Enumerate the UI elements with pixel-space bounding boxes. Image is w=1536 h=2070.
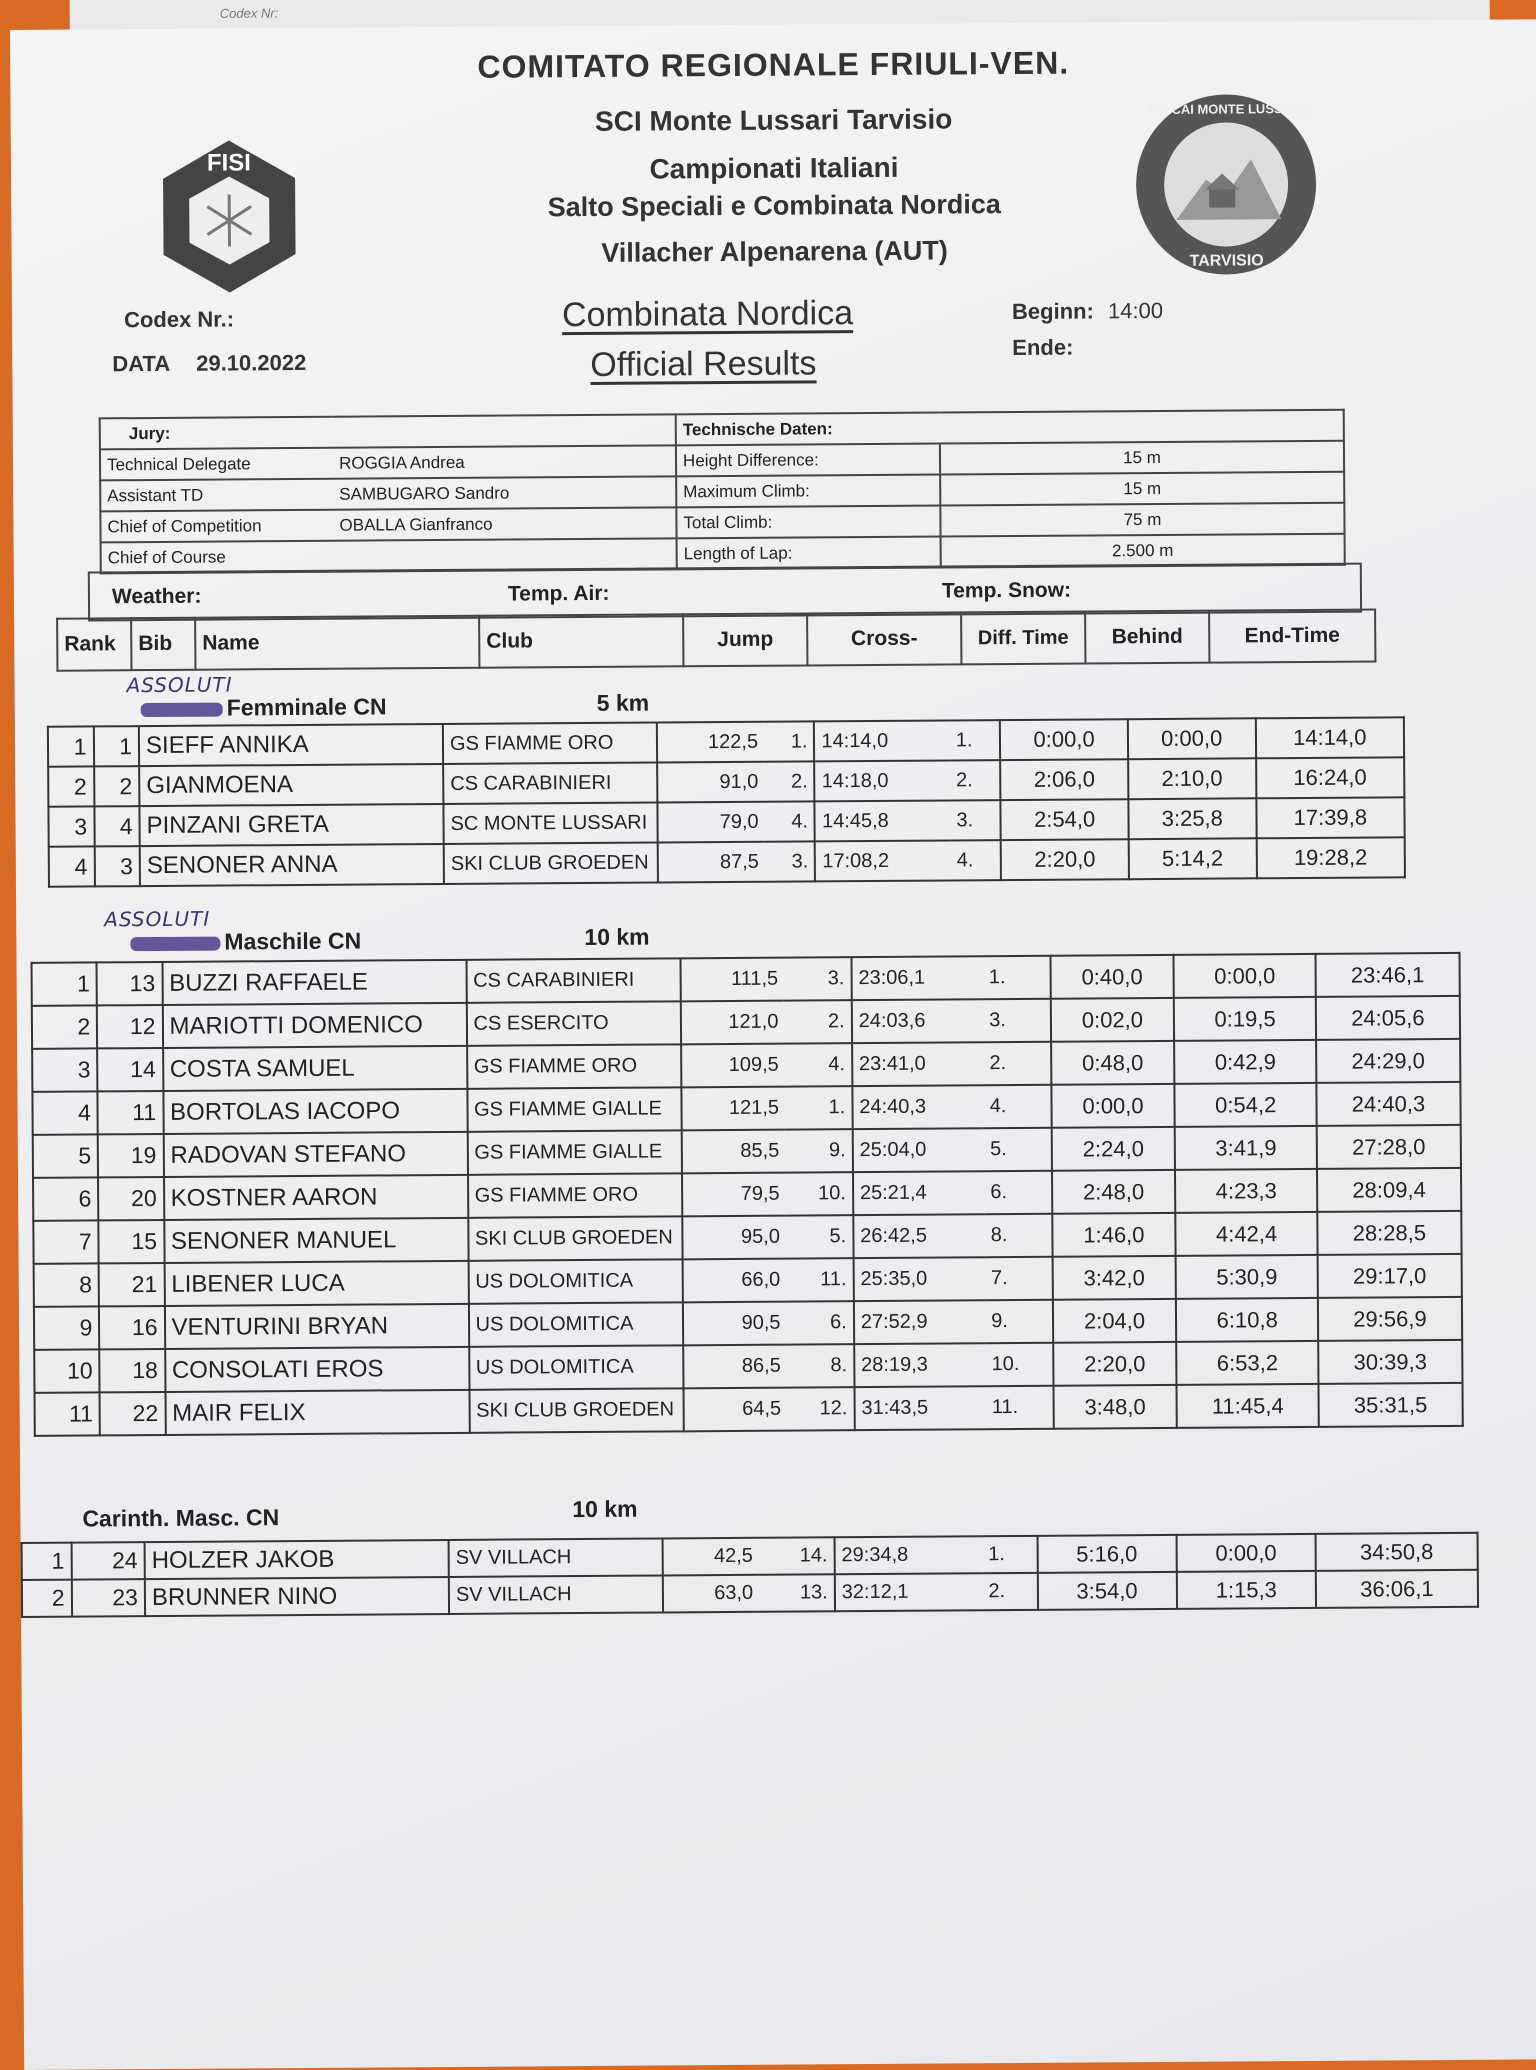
result-jump: 86,5	[683, 1345, 787, 1389]
result-behind: 3:41,9	[1175, 1126, 1317, 1170]
jury-role: Assistant TD	[100, 479, 333, 512]
header-line4: Salto Speciali e Combinata Nordica	[11, 185, 1536, 227]
result-jump-rank: 14.	[759, 1537, 835, 1575]
result-bib: 4	[94, 806, 140, 846]
result-rank: 9	[34, 1306, 100, 1349]
result-jump: 95,0	[682, 1216, 786, 1260]
result-name: RADOVAN STEFANO	[163, 1132, 467, 1177]
result-behind: 4:42,4	[1176, 1212, 1318, 1256]
result-end: 34:50,8	[1316, 1533, 1478, 1571]
result-bib: 2	[94, 766, 140, 806]
result-diff: 2:06,0	[1000, 759, 1128, 800]
result-name: LIBENER LUCA	[164, 1261, 468, 1306]
section-title: Carinth. Masc. CN	[82, 1504, 279, 1532]
result-behind: 0:19,5	[1174, 997, 1316, 1041]
header-line3: Campionati Italiani	[11, 147, 1536, 190]
result-cross: 29:34,8	[834, 1536, 982, 1574]
tech-label: Maximum Climb:	[676, 475, 940, 508]
result-bib: 20	[98, 1177, 164, 1220]
result-end: 14:14,0	[1255, 717, 1404, 758]
result-name: SENONER ANNA	[140, 844, 444, 886]
header-line1: COMITATO REGIONALE FRIULI-VEN.	[10, 41, 1536, 89]
result-bib: 24	[71, 1542, 145, 1580]
result-cross-rank: 10.	[985, 1343, 1053, 1386]
result-jump: 63,0	[663, 1575, 759, 1613]
tech-label: Total Climb:	[676, 506, 940, 539]
result-end: 24:29,0	[1316, 1039, 1460, 1083]
result-jump-rank: 11.	[786, 1258, 854, 1301]
result-club: CS ESERCITO	[466, 1001, 680, 1045]
result-name: GIANMOENA	[139, 764, 443, 806]
tech-value: 15 m	[940, 472, 1344, 506]
result-jump-rank: 9.	[785, 1129, 853, 1172]
tech-value: 75 m	[940, 503, 1344, 537]
result-diff: 0:00,0	[1000, 719, 1128, 760]
result-bib: 18	[99, 1349, 165, 1392]
result-end: 23:46,1	[1315, 953, 1459, 997]
result-rank: 1	[48, 726, 94, 766]
result-jump-rank: 1.	[764, 721, 815, 761]
result-behind: 4:23,3	[1175, 1169, 1317, 1213]
tech-label: Height Difference:	[676, 444, 940, 477]
result-cross: 25:35,0	[853, 1257, 985, 1301]
result-club: US DOLOMITICA	[469, 1345, 683, 1389]
result-name: SENONER MANUEL	[164, 1218, 468, 1263]
result-diff: 3:42,0	[1052, 1256, 1176, 1300]
column-header-row	[56, 608, 1376, 671]
result-end: 24:40,3	[1316, 1082, 1460, 1126]
col-bib: Bib	[131, 618, 195, 670]
result-cross-rank: 4.	[984, 1085, 1052, 1128]
result-end: 28:28,5	[1317, 1211, 1461, 1255]
jury-role: Technical Delegate	[100, 448, 333, 481]
date-value: 29.10.2022	[196, 350, 306, 376]
result-name: BORTOLAS IACOPO	[163, 1089, 467, 1134]
result-diff: 2:04,0	[1052, 1299, 1176, 1343]
result-cross: 24:03,6	[852, 999, 984, 1043]
result-jump: 64,5	[683, 1388, 787, 1432]
club-logo	[1130, 89, 1321, 285]
result-diff: 5:16,0	[1037, 1535, 1177, 1573]
result-rank: 2	[22, 1580, 72, 1617]
temp-snow-label: Temp. Snow:	[942, 579, 1071, 604]
section-annotation: ASSOLUTI	[104, 907, 210, 932]
result-bib: 19	[98, 1134, 164, 1177]
result-rank: 4	[49, 846, 95, 886]
result-jump: 121,5	[681, 1087, 785, 1131]
result-jump-rank: 3.	[784, 957, 852, 1000]
col-behind: Behind	[1085, 611, 1209, 664]
result-bib: 3	[94, 846, 140, 886]
result-cross: 24:40,3	[852, 1085, 984, 1129]
result-cross-rank: 11.	[986, 1386, 1054, 1429]
table-row	[49, 837, 1405, 886]
result-jump: 79,0	[657, 802, 764, 843]
event-subtitle: Official Results	[590, 344, 816, 385]
result-rank: 5	[33, 1134, 99, 1177]
result-jump: 42,5	[663, 1538, 759, 1576]
results-table-femminale	[47, 716, 1406, 887]
result-name: MARIOTTI DOMENICO	[162, 1003, 466, 1048]
result-club: SV VILLACH	[449, 1538, 663, 1576]
result-name: SIEFF ANNIKA	[139, 724, 443, 766]
result-cross-rank: 9.	[985, 1300, 1053, 1343]
result-rank: 3	[48, 806, 94, 846]
result-jump-rank: 2.	[764, 761, 815, 801]
result-end: 17:39,8	[1256, 797, 1405, 838]
section-distance: 10 km	[572, 1496, 637, 1523]
tech-value: 2.500 m	[941, 534, 1345, 568]
result-cross-rank: 3.	[950, 800, 1001, 840]
result-jump-rank: 3.	[765, 841, 816, 881]
result-jump-rank: 10.	[785, 1172, 853, 1215]
section-title: Maschile CN	[224, 928, 361, 956]
result-cross: 14:14,0	[814, 720, 950, 761]
result-jump: 91,0	[657, 762, 764, 803]
result-rank: 8	[34, 1263, 100, 1306]
header-line2: SCI Monte Lussari Tarvisio	[11, 99, 1536, 142]
result-club: CS CARABINIERI	[466, 958, 680, 1002]
result-rank: 1	[22, 1543, 72, 1580]
result-behind: 0:00,0	[1176, 1534, 1316, 1572]
result-behind: 0:54,2	[1175, 1083, 1317, 1127]
result-diff: 2:20,0	[1001, 839, 1129, 880]
jury-role: Chief of Competition	[100, 510, 333, 543]
result-cross: 26:42,5	[853, 1214, 985, 1258]
scribble-mark	[130, 937, 220, 952]
result-diff: 2:54,0	[1001, 799, 1129, 840]
result-cross-rank: 7.	[985, 1257, 1053, 1300]
result-name: COSTA SAMUEL	[163, 1046, 467, 1091]
result-rank: 7	[33, 1220, 99, 1263]
result-behind: 5:14,2	[1129, 838, 1257, 879]
beginn-label: Beginn:	[1012, 298, 1094, 324]
result-cross: 25:21,4	[853, 1171, 985, 1215]
col-rank: Rank	[57, 618, 131, 671]
result-jump: 66,0	[682, 1259, 786, 1303]
col-cross: Cross-	[807, 612, 961, 665]
result-cross-rank: 2.	[950, 760, 1001, 800]
result-rank: 3	[32, 1048, 98, 1091]
result-club: US DOLOMITICA	[468, 1259, 682, 1303]
result-cross-rank: 3.	[983, 999, 1051, 1042]
result-jump: 111,5	[680, 958, 784, 1002]
section-annotation: ASSOLUTI	[126, 672, 232, 697]
fisi-logo	[149, 136, 310, 302]
result-cross-rank: 1.	[983, 956, 1051, 999]
result-club: SKI CLUB GROEDEN	[468, 1216, 682, 1260]
result-cross-rank: 5.	[984, 1128, 1052, 1171]
fisi-logo-text: FISI	[207, 149, 251, 176]
result-behind: 5:30,9	[1176, 1255, 1318, 1299]
result-rank: 11	[35, 1392, 101, 1435]
result-jump-rank: 4.	[785, 1043, 853, 1086]
result-cross: 27:52,9	[854, 1300, 986, 1344]
result-diff: 0:02,0	[1050, 998, 1174, 1042]
result-end: 36:06,1	[1316, 1570, 1478, 1608]
result-jump: 90,5	[682, 1302, 786, 1346]
result-name: BRUNNER NINO	[145, 1577, 449, 1616]
result-rank: 2	[48, 766, 94, 806]
result-end: 35:31,5	[1318, 1383, 1462, 1427]
result-name: KOSTNER AARON	[164, 1175, 468, 1220]
date-label: DATA	[112, 351, 170, 376]
result-diff: 2:48,0	[1051, 1170, 1175, 1214]
result-cross: 14:45,8	[815, 800, 951, 841]
result-diff: 2:24,0	[1051, 1127, 1175, 1171]
results-table-carinthia	[21, 1532, 1479, 1618]
result-diff: 1:46,0	[1052, 1213, 1176, 1257]
result-bib: 14	[97, 1048, 163, 1091]
result-rank: 2	[32, 1005, 98, 1048]
back-sheet-header: Codex Nr:	[220, 6, 279, 21]
result-diff: 0:00,0	[1051, 1084, 1175, 1128]
result-club: US DOLOMITICA	[468, 1302, 682, 1346]
result-jump-rank: 12.	[787, 1387, 855, 1430]
result-bib: 21	[99, 1263, 165, 1306]
jury-table	[99, 409, 1346, 575]
tech-label: Length of Lap:	[677, 537, 941, 570]
result-name: PINZANI GRETA	[139, 804, 443, 846]
result-bib: 23	[71, 1579, 145, 1617]
result-club: CS CARABINIERI	[443, 763, 657, 804]
results-sheet	[10, 19, 1536, 2070]
result-behind: 0:00,0	[1128, 718, 1256, 759]
result-bib: 15	[99, 1220, 165, 1263]
result-jump-rank: 13.	[759, 1574, 835, 1612]
result-cross-rank: 4.	[951, 840, 1002, 880]
result-club: SC MONTE LUSSARI	[443, 802, 657, 843]
result-behind: 2:10,0	[1128, 758, 1256, 799]
result-end: 28:09,4	[1317, 1168, 1461, 1212]
result-club: GS FIAMME ORO	[467, 1044, 681, 1088]
result-name: BUZZI RAFFAELE	[162, 960, 466, 1005]
result-behind: 0:00,0	[1174, 954, 1316, 998]
result-jump-rank: 5.	[786, 1215, 854, 1258]
ende-label: Ende:	[1012, 335, 1073, 361]
result-club: GS FIAMME ORO	[468, 1173, 682, 1217]
result-end: 27:28,0	[1317, 1125, 1461, 1169]
jury-title: Jury:	[100, 414, 676, 449]
result-bib: 1	[93, 726, 139, 766]
result-bib: 13	[97, 962, 163, 1005]
result-cross: 31:43,5	[854, 1386, 986, 1430]
results-table-maschile	[31, 952, 1464, 1437]
result-end: 29:56,9	[1318, 1297, 1462, 1341]
col-name: Name	[195, 616, 479, 670]
club-logo-bottom-text: TARVISIO	[1190, 252, 1264, 270]
result-diff: 2:20,0	[1053, 1342, 1177, 1386]
result-rank: 10	[34, 1349, 100, 1392]
result-end: 24:05,6	[1316, 996, 1460, 1040]
result-end: 29:17,0	[1317, 1254, 1461, 1298]
result-club: SKI CLUB GROEDEN	[444, 842, 658, 883]
jury-role: Chief of Course	[101, 541, 334, 574]
result-cross-rank: 8.	[985, 1214, 1053, 1257]
result-jump: 121,0	[680, 1001, 784, 1045]
table-row	[35, 1383, 1463, 1436]
col-jump: Jump	[683, 613, 807, 666]
result-jump-rank: 1.	[785, 1086, 853, 1129]
result-name: MAIR FELIX	[165, 1390, 469, 1435]
col-diff: Diff. Time	[961, 612, 1085, 665]
section-distance: 10 km	[584, 924, 649, 951]
event-title: Combinata Nordica	[562, 294, 853, 335]
result-cross: 23:06,1	[851, 956, 983, 1000]
tech-title: Technische Daten:	[676, 410, 1344, 446]
jury-name: ROGGIA Andrea	[333, 445, 676, 478]
result-club: GS FIAMME GIALLE	[467, 1130, 681, 1174]
result-name: CONSOLATI EROS	[165, 1347, 469, 1392]
result-diff: 0:40,0	[1050, 955, 1174, 999]
result-bib: 11	[98, 1091, 164, 1134]
result-cross: 17:08,2	[815, 840, 951, 881]
scribble-mark	[141, 703, 223, 718]
result-jump: 122,5	[657, 722, 764, 763]
result-end: 16:24,0	[1256, 757, 1405, 798]
result-name: VENTURINI BRYAN	[164, 1304, 468, 1349]
result-diff: 3:48,0	[1053, 1385, 1177, 1429]
result-jump-rank: 4.	[764, 801, 815, 841]
result-diff: 0:48,0	[1051, 1041, 1175, 1085]
result-cross-rank: 1.	[950, 720, 1001, 760]
tech-value: 15 m	[940, 441, 1344, 475]
beginn-value: 14:00	[1108, 298, 1163, 323]
result-diff: 3:54,0	[1037, 1572, 1177, 1610]
result-behind: 0:42,9	[1175, 1040, 1317, 1084]
result-jump-rank: 8.	[787, 1344, 855, 1387]
result-name: HOLZER JAKOB	[145, 1540, 449, 1579]
section-title: Femminale CN	[227, 693, 387, 721]
result-cross-rank: 1.	[982, 1536, 1037, 1573]
result-cross: 32:12,1	[835, 1573, 983, 1611]
weather-label: Weather:	[112, 585, 202, 610]
col-end: End-Time	[1209, 609, 1375, 662]
result-bib: 16	[99, 1306, 165, 1349]
date-block	[112, 350, 306, 377]
result-jump-rank: 2.	[784, 1000, 852, 1043]
result-behind: 1:15,3	[1177, 1571, 1317, 1609]
result-cross: 14:18,0	[815, 760, 951, 801]
result-jump-rank: 6.	[786, 1301, 854, 1344]
jury-name: OBALLA Gianfranco	[333, 507, 676, 540]
result-club: GS FIAMME ORO	[443, 723, 657, 764]
club-logo-top-text: SCI CAI MONTE LUSSARI	[1146, 101, 1305, 117]
result-jump: 85,5	[681, 1130, 785, 1174]
result-behind: 11:45,4	[1177, 1384, 1319, 1428]
col-club: Club	[479, 614, 683, 667]
result-bib: 22	[100, 1392, 166, 1435]
result-behind: 6:10,8	[1176, 1298, 1318, 1342]
result-club: SKI CLUB GROEDEN	[469, 1388, 683, 1432]
codex-label: Codex Nr.:	[124, 306, 234, 333]
result-behind: 6:53,2	[1177, 1341, 1319, 1385]
result-cross: 23:41,0	[852, 1042, 984, 1086]
result-cross-rank: 2.	[983, 1042, 1051, 1085]
jury-name: SAMBUGARO Sandro	[333, 476, 676, 509]
result-cross-rank: 2.	[982, 1573, 1037, 1610]
result-behind: 3:25,8	[1128, 798, 1256, 839]
result-jump: 87,5	[658, 842, 765, 883]
result-rank: 4	[32, 1091, 98, 1134]
result-end: 30:39,3	[1318, 1340, 1462, 1384]
result-jump: 79,5	[682, 1173, 786, 1217]
result-cross: 25:04,0	[852, 1128, 984, 1172]
temp-air-label: Temp. Air:	[508, 582, 610, 607]
section-distance: 5 km	[597, 690, 650, 717]
result-bib: 12	[97, 1005, 163, 1048]
result-cross: 28:19,3	[854, 1343, 986, 1387]
result-club: GS FIAMME GIALLE	[467, 1087, 681, 1131]
beginn-block	[1012, 298, 1163, 325]
result-rank: 1	[32, 962, 98, 1005]
result-jump: 109,5	[681, 1044, 785, 1088]
result-end: 19:28,2	[1256, 837, 1405, 878]
header-line5: Villacher Alpenarena (AUT)	[11, 231, 1536, 273]
result-club: SV VILLACH	[449, 1575, 663, 1613]
result-rank: 6	[33, 1177, 99, 1220]
result-cross-rank: 6.	[984, 1171, 1052, 1214]
